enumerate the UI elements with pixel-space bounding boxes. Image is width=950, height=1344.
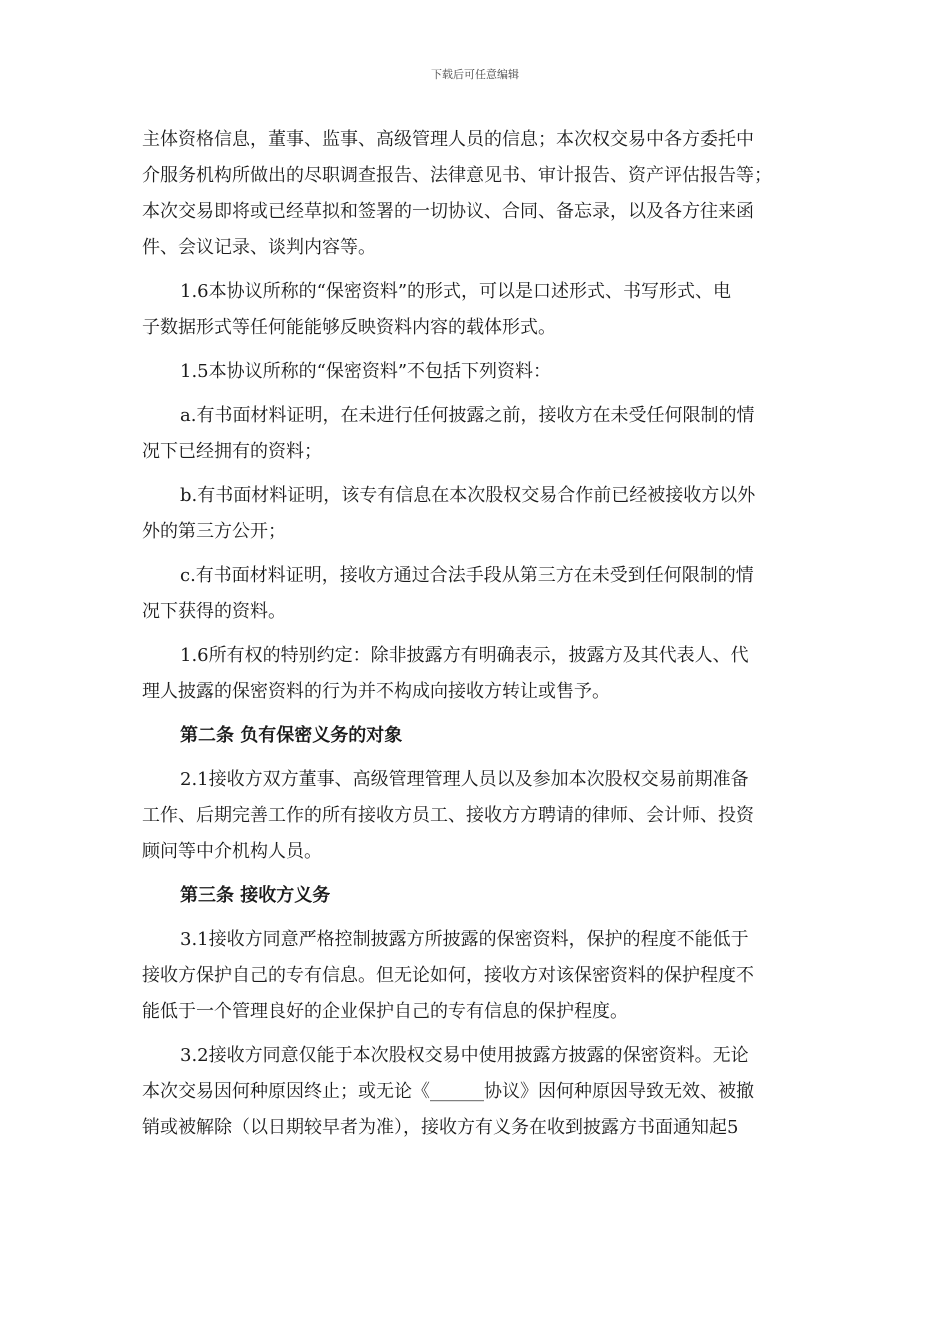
- clause-paragraph: [142, 558, 810, 630]
- text-line: 件、会议记录、谈判内容等。: [142, 237, 376, 258]
- text-line: 1.6本协议所称的“保密资料”的形式，可以是口述形式、书写形式、电: [180, 281, 732, 302]
- text-line: 3.1接收方同意严格控制披露方所披露的保密资料，保护的程度不能低于: [180, 929, 749, 950]
- section-heading: [142, 878, 810, 914]
- text-line: 第二条 负有保密义务的对象: [180, 725, 403, 746]
- clause-paragraph: [142, 274, 810, 346]
- text-line: 1.6所有权的特别约定：除非披露方有明确表示，披露方及其代表人、代: [180, 645, 749, 666]
- text-line: 3.2接收方同意仅能于本次股权交易中使用披露方披露的保密资料。无论: [180, 1045, 749, 1066]
- text-line: 外的第三方公开；: [142, 521, 286, 542]
- text-line: 第三条 接收方义务: [180, 885, 331, 906]
- text-line: b.有书面材料证明，该专有信息在本次股权交易合作前已经被接收方以外: [180, 485, 756, 506]
- text-line: 顾问等中介机构人员。: [142, 841, 322, 862]
- clause-paragraph: [142, 762, 810, 870]
- section-heading: [142, 718, 810, 754]
- clause-paragraph: [142, 478, 810, 550]
- text-line: 工作、后期完善工作的所有接收方员工、接收方方聘请的律师、会计师、投资: [142, 805, 754, 826]
- clause-paragraph: [142, 398, 810, 470]
- page-header: 下载后可任意编辑: [431, 68, 519, 81]
- clause-paragraph: [142, 354, 810, 390]
- text-line: 理人披露的保密资料的行为并不构成向接收方转让或售予。: [142, 681, 610, 702]
- text-line: c.有书面材料证明，接收方通过合法手段从第三方在未受到任何限制的情: [180, 565, 754, 586]
- text-line: 销或被解除（以日期较早者为准），接收方有义务在收到披露方书面通知起5: [142, 1117, 739, 1138]
- text-line: 况下获得的资料。: [142, 601, 286, 622]
- text-line: 2.1接收方双方董事、高级管理管理人员以及参加本次股权交易前期准备: [180, 769, 749, 790]
- document-body: [142, 122, 810, 1154]
- continuation-paragraph: [142, 122, 810, 266]
- text-line: 本次交易即将或已经草拟和签署的一切协议、合同、备忘录，以及各方往来函: [142, 201, 754, 222]
- clause-paragraph: [142, 1038, 810, 1146]
- text-line: 子数据形式等任何能能够反映资料内容的载体形式。: [142, 317, 556, 338]
- text-line: 主体资格信息，董事、监事、高级管理人员的信息；本次权交易中各方委托中: [142, 129, 754, 150]
- text-line: 接收方保护自己的专有信息。但无论如何，接收方对该保密资料的保护程度不: [142, 965, 754, 986]
- text-line: 本次交易因何种原因终止；或无论《______协议》因何种原因导致无效、被撤: [142, 1081, 754, 1102]
- text-line: 能低于一个管理良好的企业保护自己的专有信息的保护程度。: [142, 1001, 628, 1022]
- text-line: a.有书面材料证明，在未进行任何披露之前，接收方在未受任何限制的情: [180, 405, 755, 426]
- text-line: 1.5本协议所称的“保密资料”不包括下列资料：: [180, 361, 552, 382]
- clause-paragraph: [142, 922, 810, 1030]
- clause-paragraph: [142, 638, 810, 710]
- text-line: 介服务机构所做出的尽职调查报告、法律意见书、审计报告、资产评估报告等；: [142, 165, 772, 186]
- text-line: 况下已经拥有的资料；: [142, 441, 322, 462]
